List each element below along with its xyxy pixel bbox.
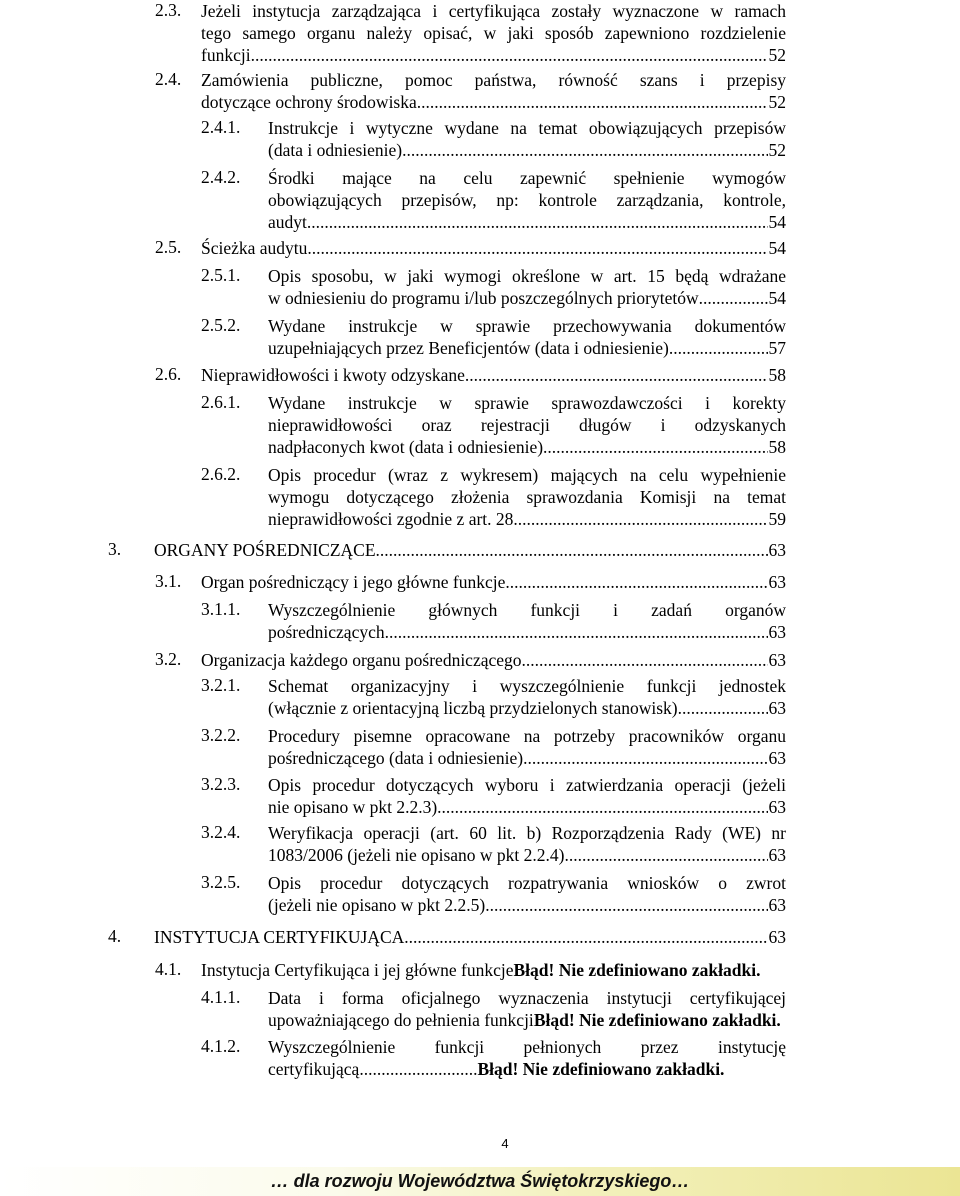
- toc-line: [268, 697, 786, 719]
- toc-text: audyt: [268, 212, 307, 232]
- toc-number: 3.: [108, 539, 122, 559]
- toc-page[interactable]: 63: [768, 572, 786, 592]
- toc-text: Organ pośredniczący i jego główne funkcje: [201, 572, 506, 592]
- toc-text: funkcji.: [201, 45, 255, 65]
- toc-line: Weryfikacja operacji (art. 60 lit. b) Rozporządzenia Rady (WE) nr: [268, 823, 786, 843]
- toc-line: Wydane instrukcje w sprawie sprawozdawczości i korekty: [268, 393, 786, 413]
- toc-line: [268, 1058, 855, 1080]
- leader-dots: [523, 747, 767, 769]
- leader-dots: [307, 211, 768, 233]
- toc-line: Opis procedur dotyczących rozpatrywania wniosków o zwrot: [268, 873, 786, 893]
- toc-text: Organizacja każdego organu pośredniczącego.: [201, 650, 526, 670]
- toc-page[interactable]: 57: [768, 338, 786, 358]
- leader-dots: [505, 571, 767, 593]
- toc-page[interactable]: 58: [768, 365, 786, 385]
- toc-line: [201, 364, 786, 386]
- toc-line: [201, 571, 786, 593]
- toc-line: [268, 337, 786, 359]
- toc-text: pośredniczących: [268, 622, 385, 642]
- toc-page[interactable]: 63: [768, 540, 786, 560]
- toc-text: w odniesieniu do programu i/lub poszczególnych priorytetów: [268, 288, 699, 308]
- toc-page[interactable]: 63: [768, 797, 786, 817]
- leader-dots: [402, 139, 767, 161]
- toc-number: 3.2.4.: [201, 822, 241, 842]
- toc-line: [268, 796, 786, 818]
- toc-line: [268, 211, 786, 233]
- toc-line: [268, 1009, 855, 1031]
- toc-number: 2.4.: [155, 69, 182, 89]
- leader-dots: [376, 539, 768, 561]
- toc-text: nadpłaconych kwot (data i odniesienie): [268, 437, 544, 457]
- toc-page[interactable]: 52: [768, 45, 786, 65]
- toc-number: 3.2.: [155, 649, 182, 669]
- leader-dots: [404, 926, 767, 948]
- toc-page[interactable]: 52: [768, 140, 786, 160]
- toc-line: [201, 237, 786, 259]
- toc-line: Opis procedur dotyczących wyboru i zatwierdzania operacji (jeżeli: [268, 775, 786, 795]
- toc-line: Procedury pisemne opracowane na potrzeby pracowników organu: [268, 726, 786, 746]
- toc-line: Wyszczególnienie funkcji pełnionych przez instytucję: [268, 1037, 786, 1057]
- toc-line: [201, 91, 786, 113]
- toc-line: Schemat organizacyjny i wyszczególnienie funkcji jednostek: [268, 676, 786, 696]
- toc-number: 3.2.5.: [201, 872, 241, 892]
- toc-number: 4.1.2.: [201, 1036, 241, 1056]
- bookmark-error: Błąd! Nie zdefiniowano zakładki.: [477, 1059, 725, 1079]
- leader-dots: [678, 697, 768, 719]
- toc-number: 2.5.: [155, 237, 182, 257]
- toc-line: tego samego organu należy opisać, w jaki sposób zapewniono rozdzielenie: [201, 23, 786, 43]
- toc-line: [154, 926, 786, 948]
- leader-dots: [255, 44, 768, 66]
- toc-text: ORGANY POŚREDNICZĄCE: [154, 540, 376, 560]
- bookmark-error: Błąd! Nie zdefiniowano zakładki.: [513, 960, 761, 980]
- toc-number: 3.2.1.: [201, 675, 241, 695]
- toc-number: 2.5.1.: [201, 265, 241, 285]
- toc-text: nieprawidłowości zgodnie z art. 28: [268, 509, 514, 529]
- toc-text: Ścieżka audytu: [201, 238, 308, 258]
- toc-line: [154, 539, 786, 561]
- leader-dots: [526, 649, 768, 671]
- toc-text: pośredniczącego (data i odniesienie): [268, 748, 524, 768]
- leader-dots: [437, 796, 767, 818]
- toc-number: 2.4.2.: [201, 167, 241, 187]
- toc-text: (jeżeli nie opisano w pkt 2.2.5): [268, 895, 486, 915]
- toc-number: 4.1.1.: [201, 987, 241, 1007]
- toc-page[interactable]: 58: [768, 437, 786, 457]
- toc-page[interactable]: 54: [768, 238, 786, 258]
- toc-number: 4.: [108, 926, 122, 946]
- toc-line: Opis sposobu, w jaki wymogi określone w art. 15 będą wdrażane: [268, 266, 786, 286]
- toc-line: [201, 959, 855, 981]
- toc-page[interactable]: 63: [768, 650, 786, 670]
- toc-text: upoważniającego do pełnienia funkcji: [268, 1010, 534, 1030]
- toc-number: 2.5.2.: [201, 315, 241, 335]
- toc-page[interactable]: 63: [768, 748, 786, 768]
- toc-page[interactable]: 59: [768, 509, 786, 529]
- toc-line: [268, 287, 786, 309]
- leader-dots: [465, 364, 768, 386]
- toc-line: wymogu dotyczącego złożenia sprawozdania Komisji na temat: [268, 487, 786, 507]
- toc-page[interactable]: 63: [768, 927, 786, 947]
- toc-text: uzupełniających przez Beneficjentów (data i odniesienie): [268, 338, 669, 358]
- leader-dots: [513, 508, 767, 530]
- leader-dots: ...........................: [359, 1059, 478, 1079]
- toc-line: [268, 139, 786, 161]
- toc-text: Nieprawidłowości i kwoty odzyskane: [201, 365, 465, 385]
- toc-line: Wyszczególnienie głównych funkcji i zadań organów: [268, 600, 786, 620]
- toc-page[interactable]: 52: [768, 92, 786, 112]
- footer-slogan: … dla rozwoju Województwa Świętokrzyskiego…: [270, 1171, 690, 1191]
- toc-number: 2.4.1.: [201, 117, 241, 137]
- toc-line: Zamówienia publiczne, pomoc państwa, równość szans i przepisy: [201, 70, 786, 90]
- toc-number: 3.1.1.: [201, 599, 241, 619]
- toc-page[interactable]: 63: [768, 845, 786, 865]
- bookmark-error: Błąd! Nie zdefiniowano zakładki.: [533, 1010, 781, 1030]
- toc-line: [268, 621, 786, 643]
- toc-number: 3.2.3.: [201, 774, 241, 794]
- toc-page[interactable]: 63: [768, 895, 786, 915]
- toc-line: [268, 508, 786, 530]
- leader-dots: [669, 337, 768, 359]
- leader-dots: [307, 237, 767, 259]
- toc-number: 3.2.2.: [201, 725, 241, 745]
- leader-dots: [485, 894, 767, 916]
- toc-line: [268, 436, 786, 458]
- toc-line: [268, 844, 786, 866]
- leader-dots: [543, 436, 767, 458]
- toc-line: Instrukcje i wytyczne wydane na temat obowiązujących przepisów: [268, 118, 786, 138]
- toc-line: [201, 649, 786, 671]
- toc-text: certyfikującą: [268, 1059, 360, 1079]
- toc-number: 2.3.: [155, 0, 182, 20]
- page-number: 4: [501, 1136, 509, 1151]
- leader-dots: [385, 621, 768, 643]
- toc-number: 3.1.: [155, 571, 182, 591]
- toc-text: nie opisano w pkt 2.2.3): [268, 797, 438, 817]
- toc-text: INSTYTUCJA CERTYFIKUJĄCA: [154, 927, 405, 947]
- toc-text: (włącznie z orientacyjną liczbą przydzielonych stanowisk): [268, 698, 678, 718]
- toc-line: Data i forma oficjalnego wyznaczenia instytucji certyfikującej: [268, 988, 786, 1008]
- toc-line: Środki mające na celu zapewnić spełnienie wymogów: [268, 168, 786, 188]
- toc-number: 2.6.: [155, 364, 182, 384]
- leader-dots: [699, 287, 768, 309]
- toc-page[interactable]: 54: [768, 288, 786, 308]
- toc-page[interactable]: 63: [768, 698, 786, 718]
- toc-line: [201, 44, 786, 66]
- toc-line: obowiązujących przepisów, np: kontrole zarządzania, kontrole,: [268, 190, 786, 210]
- toc-text: (data i odniesienie): [268, 140, 403, 160]
- toc-text: dotyczące ochrony środowiska.: [201, 92, 422, 112]
- toc-line: Wydane instrukcje w sprawie przechowywania dokumentów: [268, 316, 786, 336]
- leader-dots: [564, 844, 767, 866]
- toc-line: [268, 747, 786, 769]
- toc-line: Jeżeli instytucja zarządzająca i certyfikująca zostały wyznaczone w ramach: [201, 1, 786, 21]
- toc-page[interactable]: 63: [768, 622, 786, 642]
- leader-dots: [421, 91, 767, 113]
- toc-line: [268, 894, 786, 916]
- toc-line: nieprawidłowości oraz rejestracji długów i odzyskanych: [268, 415, 786, 435]
- toc-page[interactable]: 54: [768, 212, 786, 232]
- toc-text: Instytucja Certyfikująca i jej główne funkcje: [201, 960, 514, 980]
- toc-text: 1083/2006 (jeżeli nie opisano w pkt 2.2.4): [268, 845, 565, 865]
- toc-line: Opis procedur (wraz z wykresem) mających na celu wypełnienie: [268, 465, 786, 485]
- toc-number: 2.6.1.: [201, 392, 241, 412]
- toc-number: 4.1.: [155, 959, 182, 979]
- toc-number: 2.6.2.: [201, 464, 241, 484]
